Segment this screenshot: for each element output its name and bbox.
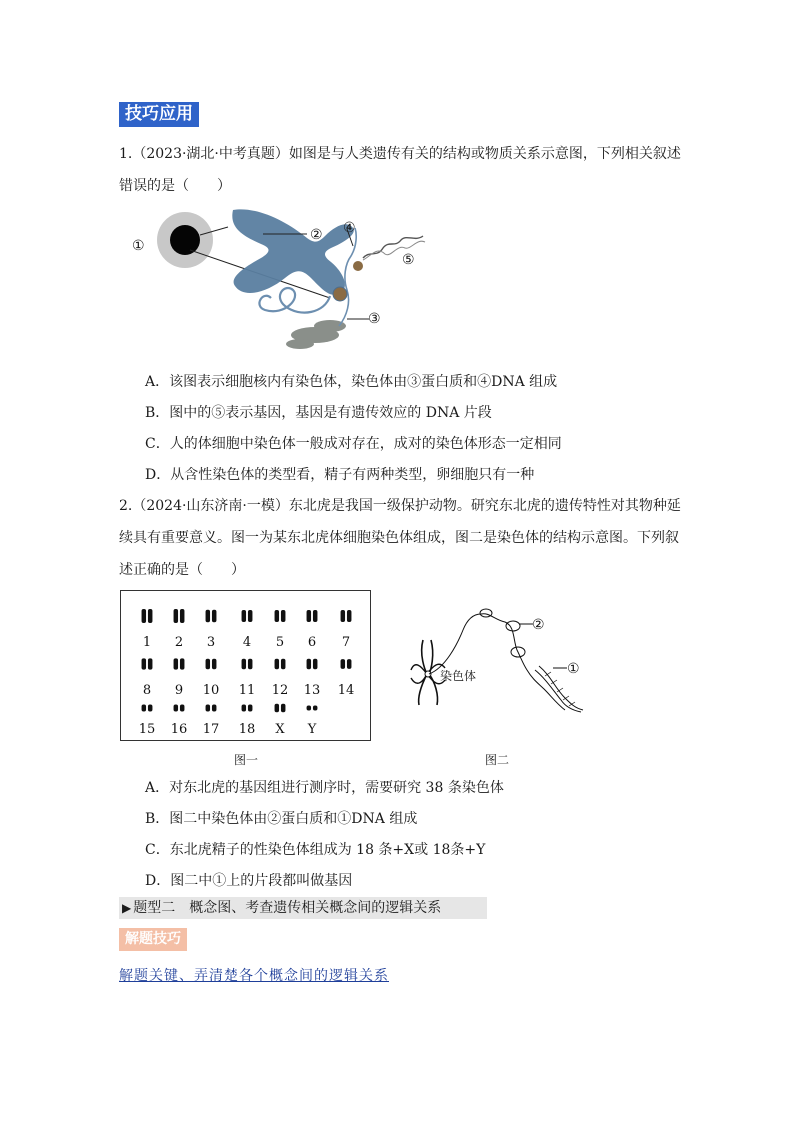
karyotype-chromosome-10: [206, 659, 217, 670]
section-header: [119, 897, 487, 919]
karyotype-number-X: X: [275, 722, 285, 737]
karyotype-chromosome-8: [142, 658, 153, 669]
karyotype-number-13: 13: [303, 683, 321, 698]
karyotype-chromosome-11: [242, 659, 253, 670]
q1-label-2: ②: [310, 227, 323, 243]
chromosome-shape: [232, 209, 353, 295]
q2-option-b: B．图二中染色体由②蛋白质和①DNA 组成: [145, 811, 418, 827]
karyotype-number-9: 9: [174, 683, 184, 698]
q2-stem-line2: 续具有重要意义。图一为某东北虎体细胞染色体组成，图二是染色体的结构示意图。下列叙: [119, 530, 679, 546]
figure2-label-1: ①: [567, 661, 580, 677]
karyotype-number-11: 11: [238, 683, 256, 698]
q1-label-1: ①: [132, 238, 145, 254]
q1-option-a: A．该图表示细胞核内有染色体，染色体由③蛋白质和④DNA 组成: [145, 374, 558, 390]
figure2-chromosome-structure: [405, 600, 590, 718]
karyotype-number-15: 15: [138, 722, 156, 737]
karyotype-number-8: 8: [142, 683, 152, 698]
karyotype-number-18: 18: [238, 722, 256, 737]
karyotype-chromosome-14: [341, 659, 352, 669]
q1-option-d: D．从含性染色体的类型看，精子有两种类型，卵细胞只有一种: [145, 467, 535, 483]
karyotype-figure: [120, 590, 370, 740]
figure2-chromosome-label: 染色体: [440, 669, 477, 683]
karyotype-number-10: 10: [202, 683, 220, 698]
karyotype-number-1: 1: [142, 635, 152, 650]
karyotype-number-Y: Y: [307, 722, 317, 737]
karyotype-chromosome-6: [307, 610, 318, 622]
karyotype-chromosome-5: [275, 610, 286, 622]
karyotype-number-3: 3: [206, 635, 216, 650]
q1-option-b: B．图中的⑤表示基因，基因是有遗传效应的 DNA 片段: [145, 405, 492, 421]
karyotype-chromosome-4: [242, 610, 253, 622]
q2-option-a: A．对东北虎的基因组进行测序时，需要研究 38 条染色体: [145, 780, 504, 796]
triangle-marker-icon: ▶: [122, 901, 132, 915]
cell-nucleus: [170, 225, 200, 255]
figure2-caption: 图二: [485, 753, 510, 767]
karyotype-number-4: 4: [242, 635, 252, 650]
karyotype-chromosome-17: [206, 705, 217, 712]
karyotype-number-17: 17: [202, 722, 220, 737]
karyotype-chromosome-18: [242, 705, 253, 712]
karyotype-number-14: 14: [337, 683, 355, 698]
karyotype-chromosome-12: [275, 659, 286, 670]
karyotype-chromosome-Y: [307, 706, 318, 711]
karyotype-chromosome-9: [174, 658, 185, 669]
q1-stem-line1: 1.（2023·湖北·中考真题）如图是与人类遗传有关的结构或物质关系示意图，下列相关叙述: [119, 146, 681, 162]
q2-option-d: D．图二中①上的片段都叫做基因: [145, 873, 353, 889]
q2-stem-line3: 述正确的是（ ）: [119, 562, 245, 578]
karyotype-chromosome-7: [341, 610, 352, 622]
karyotype-number-7: 7: [341, 635, 351, 650]
karyotype-number-12: 12: [271, 683, 289, 698]
karyotype-number-5: 5: [275, 635, 285, 650]
karyotype-chromosome-15: [142, 705, 153, 712]
karyotype-chromosome-X: [275, 704, 286, 712]
q1-label-4: ④: [343, 220, 356, 236]
q1-label-5: ⑤: [402, 252, 415, 268]
karyotype-number-6: 6: [307, 635, 317, 650]
karyotype-chromosome-2: [174, 609, 185, 623]
q1-option-c: C．人的体细胞中染色体一般成对存在，成对的染色体形态一定相同: [145, 436, 562, 452]
karyotype-number-16: 16: [170, 722, 188, 737]
q2-stem-line1: 2.（2024·山东济南·一模）东北虎是我国一级保护动物。研究东北虎的遗传特性对其物种延: [119, 498, 681, 514]
q1-label-3: ③: [368, 311, 381, 327]
q1-figure: [125, 198, 435, 363]
q2-option-c: C．东北虎精子的性染色体组成为 18 条+X或 18条+Y: [145, 842, 486, 858]
karyotype-number-2: 2: [174, 635, 184, 650]
karyotype-chromosome-3: [206, 610, 217, 623]
karyotype-chromosome-13: [307, 659, 318, 670]
skill-badge: 技巧应用: [119, 102, 199, 127]
karyotype-chromosome-1: [142, 609, 153, 623]
karyotype-chromosome-16: [174, 705, 185, 712]
tip-link[interactable]: 解题关键、弄清楚各个概念间的逻辑关系: [119, 968, 389, 984]
q1-stem-line2: 错误的是（ ）: [119, 178, 231, 194]
section-title: 题型二 概念图、考查遗传相关概念间的逻辑关系: [133, 900, 442, 916]
figure1-caption: 图一: [234, 753, 259, 767]
figure2-label-2: ②: [532, 617, 545, 633]
tip-badge: 解题技巧: [119, 928, 187, 951]
nucleosome-cluster: [286, 320, 346, 349]
